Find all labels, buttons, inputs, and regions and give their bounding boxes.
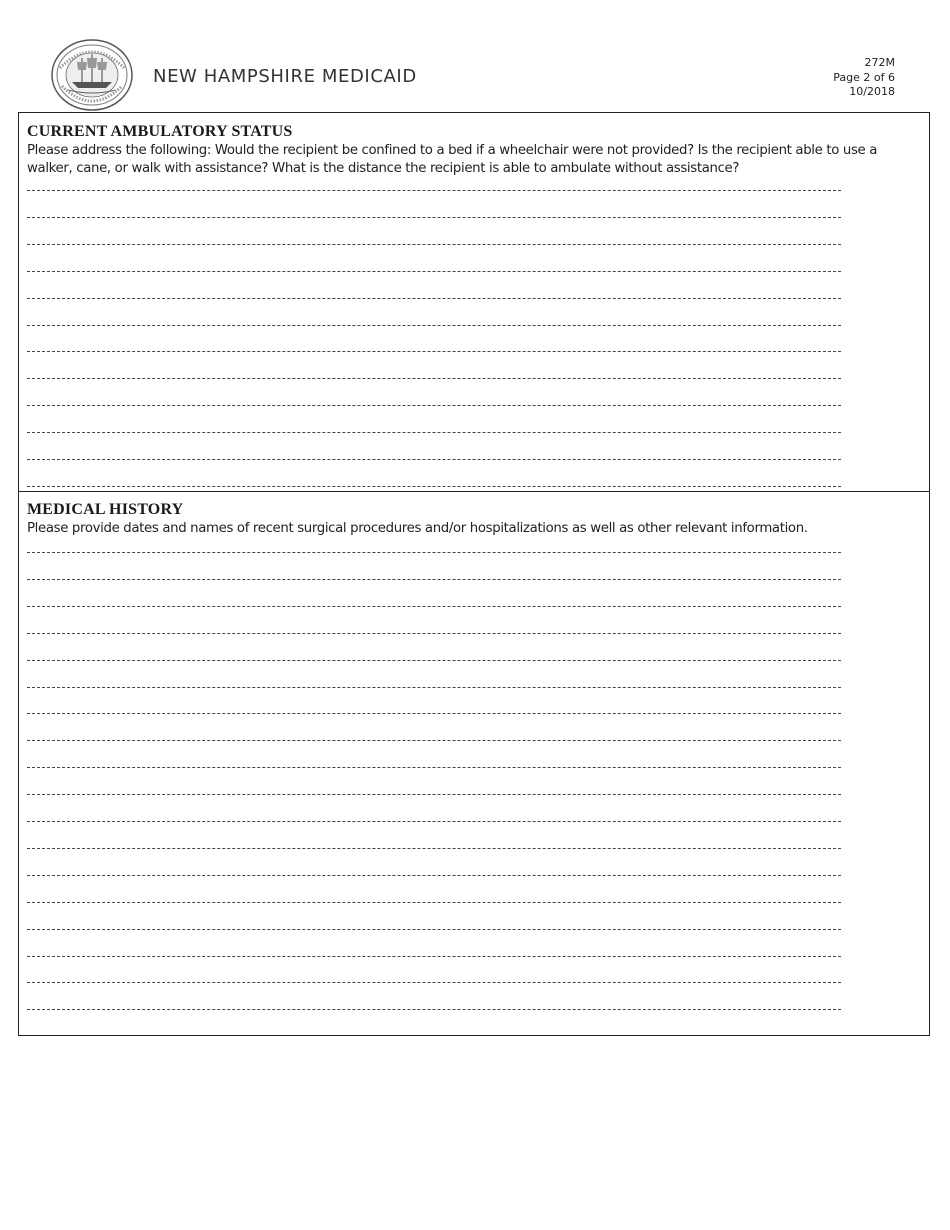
answer-line[interactable] bbox=[27, 982, 841, 983]
section-title: MEDICAL HISTORY bbox=[27, 501, 184, 518]
form-date: 10/2018 bbox=[849, 85, 895, 98]
answer-line[interactable] bbox=[27, 660, 841, 661]
section-description: Please address the following: Would the recipient be confined to a bed if a wheelchair were not provided? Is the recipient able to use a walker, cane, or walk with assistance? What is the distance the recipient is able to ambulate without assistance? bbox=[27, 143, 878, 176]
agency-name: NEW HAMPSHIRE MEDICAID bbox=[153, 66, 417, 87]
answer-line[interactable] bbox=[27, 606, 841, 607]
answer-line[interactable] bbox=[27, 459, 841, 460]
answer-line[interactable] bbox=[27, 740, 841, 741]
medical-history-section bbox=[19, 491, 929, 1035]
answer-line[interactable] bbox=[27, 713, 841, 714]
answer-line[interactable] bbox=[27, 875, 841, 876]
form-meta bbox=[833, 56, 895, 100]
form-number: 272M bbox=[864, 56, 895, 69]
state-seal-icon bbox=[50, 38, 134, 112]
form-body bbox=[18, 112, 930, 1036]
answer-line[interactable] bbox=[27, 351, 841, 352]
answer-line[interactable] bbox=[27, 552, 841, 553]
answer-line[interactable] bbox=[27, 579, 841, 580]
answer-line[interactable] bbox=[27, 767, 841, 768]
answer-line[interactable] bbox=[27, 271, 841, 272]
answer-line[interactable] bbox=[27, 956, 841, 957]
answer-line[interactable] bbox=[27, 190, 841, 191]
answer-line[interactable] bbox=[27, 848, 841, 849]
answer-line[interactable] bbox=[27, 486, 841, 487]
answer-line[interactable] bbox=[27, 929, 841, 930]
section-description: Please provide dates and names of recent surgical procedures and/or hospitalizations as well as other relevant information. bbox=[27, 521, 808, 536]
answer-line[interactable] bbox=[27, 432, 841, 433]
answer-line[interactable] bbox=[27, 298, 841, 299]
answer-line[interactable] bbox=[27, 405, 841, 406]
answer-line[interactable] bbox=[27, 378, 841, 379]
page-number: Page 2 of 6 bbox=[833, 70, 895, 84]
page-header bbox=[0, 0, 950, 112]
section-title: CURRENT AMBULATORY STATUS bbox=[27, 123, 293, 140]
answer-line[interactable] bbox=[27, 821, 841, 822]
answer-line[interactable] bbox=[27, 217, 841, 218]
answer-line[interactable] bbox=[27, 1009, 841, 1010]
answer-line[interactable] bbox=[27, 902, 841, 903]
answer-line[interactable] bbox=[27, 633, 841, 634]
answer-line[interactable] bbox=[27, 687, 841, 688]
answer-line[interactable] bbox=[27, 244, 841, 245]
answer-line[interactable] bbox=[27, 325, 841, 326]
ambulatory-status-section bbox=[19, 113, 929, 492]
answer-line[interactable] bbox=[27, 794, 841, 795]
